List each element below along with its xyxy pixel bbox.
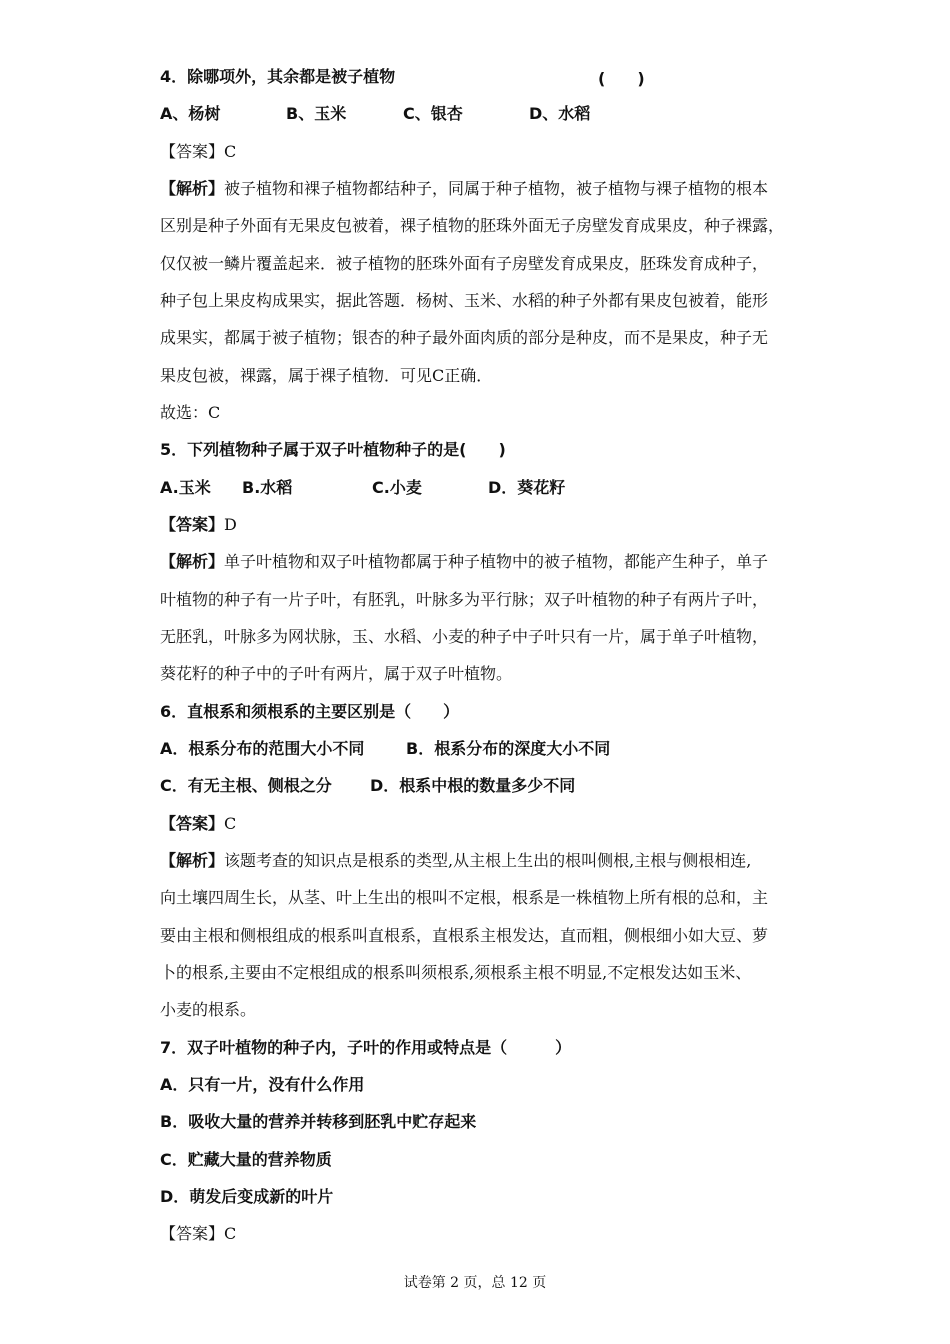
q4-choose: 故选：C	[160, 403, 221, 422]
q5-analysis-tag: 【解析】	[160, 552, 225, 571]
q4-analysis-text-5: 成果实，都属于被子植物；银杏的种子最外面肉质的部分是种皮，而不是果皮，种子无	[160, 328, 769, 347]
q6-analysis-text-4: 卜的根系,主要由不定根组成的根系叫须根系,须根系主根不明显,不定根发达如玉米、	[160, 963, 752, 982]
q6-analysis-line	[160, 850, 751, 872]
q7-option-b: B．吸收大量的营养并转移到胚乳中贮存起来	[160, 1112, 477, 1131]
q7-option-a: A．只有一片，没有什么作用	[160, 1075, 365, 1094]
q4-option-a: A、杨树	[160, 104, 221, 123]
q4-stem: 4．除哪项外，其余都是被子植物	[160, 67, 396, 86]
q6-options-row-2	[160, 775, 575, 797]
q5-answer	[160, 514, 237, 536]
q5-option-a: A.玉米	[160, 478, 211, 497]
q4-analysis-tag: 【解析】	[160, 179, 225, 198]
q4-option-b: B、玉米	[286, 104, 347, 123]
q5-stem: 5．下列植物种子属于双子叶植物种子的是( )	[160, 440, 506, 459]
q4-options	[160, 103, 590, 125]
q6-option-b: B．根系分布的深度大小不同	[406, 739, 611, 758]
q6-option-c: C．有无主根、侧根之分	[160, 776, 332, 795]
q4-analysis-line	[160, 178, 768, 200]
q6-answer-value: C	[224, 814, 237, 833]
q4-analysis-text-4: 种子包上果皮构成果实，据此答题．杨树、玉米、水稻的种子外都有果皮包被着，能形	[160, 291, 769, 310]
q5-analysis-text-4: 葵花籽的种子中的子叶有两片，属于双子叶植物。	[160, 664, 513, 683]
q5-analysis-text-2: 叶植物的种子有一片子叶，有胚乳，叶脉多为平行脉；双子叶植物的种子有两片子叶，	[160, 590, 769, 609]
q6-answer-tag: 【答案】	[160, 814, 225, 833]
q6-options-row-1	[160, 738, 610, 760]
q5-answer-tag: 【答案】	[160, 515, 225, 534]
q6-option-d: D．根系中根的数量多少不同	[370, 776, 576, 795]
page-footer: 试卷第 2 页，总 12 页	[403, 1275, 547, 1291]
q7-answer-tag: 【答案】	[160, 1224, 225, 1243]
q5-option-c: C.小麦	[372, 478, 422, 497]
q6-answer	[160, 813, 236, 835]
q6-analysis-text-2: 向土壤四周生长，从茎、叶上生出的根叫不定根，根系是一株植物上所有根的总和，主	[160, 888, 769, 907]
q7-answer-value: C	[224, 1224, 237, 1243]
q6-analysis-text-1: 该题考查的知识点是根系的类型,从主根上生出的根叫侧根,主根与侧根相连,	[224, 851, 752, 870]
q4-answer-tag: 【答案】	[160, 142, 225, 161]
q7-stem: 7．双子叶植物的种子内，子叶的作用或特点是（ ）	[160, 1038, 572, 1057]
q5-options	[160, 477, 565, 499]
q7-answer	[160, 1223, 236, 1245]
q6-analysis-text-3: 要由主根和侧根组成的根系叫直根系，直根系主根发达，直而粗，侧根细小如大豆、萝	[160, 926, 769, 945]
q4-option-c: C、银杏	[403, 104, 463, 123]
q7-option-c: C．贮藏大量的营养物质	[160, 1150, 332, 1169]
q4-analysis-text-1: 被子植物和裸子植物都结种子，同属于种子植物，被子植物与裸子植物的根本	[224, 179, 769, 198]
q4-answer-value: C	[224, 142, 237, 161]
q5-option-b: B.水稻	[242, 478, 293, 497]
q6-option-a: A．根系分布的范围大小不同	[160, 739, 365, 758]
q4-answer-paren: ( )	[598, 69, 645, 88]
q7-option-d: D．萌发后变成新的叶片	[160, 1187, 334, 1206]
q4-analysis-text-6: 果皮包被，裸露，属于裸子植物．可见C正确．	[160, 366, 493, 385]
q4-analysis-text-3: 仅仅被一鳞片覆盖起来．被子植物的胚珠外面有子房壁发育成果皮，胚珠发育成种子，	[160, 254, 769, 273]
q4-analysis-text-2: 区别是种子外面有无果皮包被着，裸子植物的胚珠外面无子房壁发育成果皮，种子裸露，	[160, 216, 785, 235]
q6-analysis-tag: 【解析】	[160, 851, 225, 870]
q6-stem: 6．直根系和须根系的主要区别是（ ）	[160, 702, 460, 721]
q5-analysis-text-3: 无胚乳，叶脉多为网状脉，玉、水稻、小麦的种子中子叶只有一片，属于单子叶植物，	[160, 627, 769, 646]
q5-analysis-text-1: 单子叶植物和双子叶植物都属于种子植物中的被子植物，都能产生种子，单子	[224, 552, 769, 571]
q4-option-d: D、水稻	[529, 104, 591, 123]
q5-analysis-line	[160, 551, 768, 573]
q6-analysis-text-5: 小麦的根系。	[160, 1000, 257, 1019]
q4-answer	[160, 141, 236, 163]
q5-answer-value: D	[224, 515, 237, 534]
q5-option-d: D．葵花籽	[488, 478, 566, 497]
